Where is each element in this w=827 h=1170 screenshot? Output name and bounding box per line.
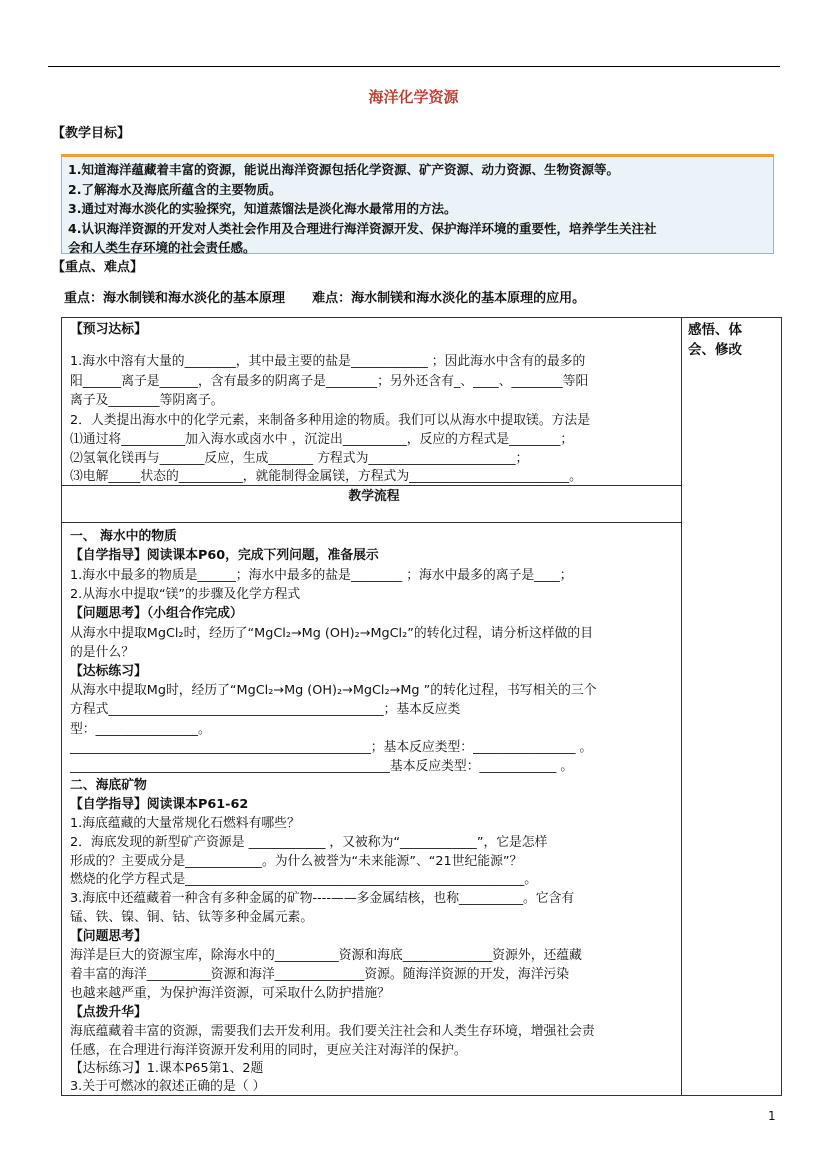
body-line: 1.海水中最多的物质是______；海水中最多的盐是________ ；海水中最多的离子是____； <box>70 568 573 583</box>
body-line: 1.海底蕴藏的大量常规化石燃料有哪些？ <box>70 816 300 831</box>
body-line: 2.从海水中提取“镁”的步骤及化学方程式 <box>70 587 301 602</box>
goal-item: 4.认识海洋资源的开发对人类社会作用及合理进行海洋资源开发、保护海洋环境的重要性，培养学生关注社 <box>68 220 657 236</box>
preview-heading: 【预习达标】 <box>70 322 147 337</box>
goal-item: 2.了解海水及海底所蕴含的主要物质。 <box>68 181 282 197</box>
body-line: 从海水中提取Mg时，经历了“MgCl₂→Mg (OH)₂→MgCl₂→Mg ”的转化过程，书写相关的三个 <box>70 683 597 698</box>
preview-line: 阳______离子是______，含有最多的阴离子是________；另外还含有_、____、________等阳 <box>70 374 589 389</box>
body-line: 3.海底中还蕴藏着一种含有多种金属的矿物----——多金属结核，也称__________。它含有 <box>70 891 575 906</box>
body-line: 【达标练习】 <box>70 664 147 679</box>
section-heading-keypoints: 【重点、难点】 <box>52 260 144 275</box>
section-heading-goals: 【教学目标】 <box>52 126 131 141</box>
flow-title: 教学流程 <box>348 489 400 504</box>
preview-line: 1.海水中溶有大量的________，其中最主要的盐是____________ ；因此海水中含有的最多的 <box>70 354 586 369</box>
goal-item: 会和人类生存环境的社会责任感。 <box>68 240 256 255</box>
lesson-table <box>61 317 782 1096</box>
keypoints-text: 重点：海水制镁和海水淡化的基本原理 难点：海水制镁和海水淡化的基本原理的应用。 <box>64 291 586 306</box>
teaching-goals-box <box>61 154 774 254</box>
header-rule <box>48 66 780 67</box>
page-title: 海洋化学资源 <box>368 88 459 106</box>
preview-line: ⑵氢氧化镁再与_______反应，生成_______ 方程式为_______________________； <box>70 451 529 466</box>
body-line: 从海水中提取MgCl₂时，经历了“MgCl₂→Mg (OH)₂→MgCl₂”的转化过程，请分析这样做的目 <box>70 626 594 641</box>
body-line: 【自学指导】阅读课本P60，完成下列问题，准备展示 <box>70 548 379 563</box>
body-line: 海底蕴藏着丰富的资源，需要我们去开发利用。我们要关注社会和人类生存环境，增强社会责 <box>70 1024 595 1039</box>
preview-line: 离子及________等阴离子。 <box>70 393 224 408</box>
body-line: 形成的？主要成分是____________。为什么被誉为“未来能源”、“21世纪能源”？ <box>70 854 523 869</box>
body-line: 【点拨升华】 <box>70 1005 147 1020</box>
preview-line: ⑶电解_____状态的__________，就能制得金属镁，方程式为_________________________。 <box>70 469 582 484</box>
body-line: 的是什么？ <box>70 645 134 660</box>
body-line: 海洋是巨大的资源宝库，除海水中的__________资源和海底______________资源外，还蕴藏 <box>70 948 582 963</box>
reflection-column-label: 感悟、体 会、修改 <box>688 322 742 358</box>
body-line: 锰、铁、镍、铜、钴、钛等多种金属元素。 <box>70 910 314 925</box>
body-line: 也越来越严重，为保护海洋资源，可采取什么防护措施？ <box>70 986 390 1001</box>
body-line: 型：________________。 <box>70 722 211 737</box>
body-line: 一、 海水中的物质 <box>70 529 177 544</box>
goal-item: 3.通过对海水淡化的实验探究，知道蒸馏法是淡化海水最常用的方法。 <box>68 201 457 216</box>
body-line: _______________________________________________；基本反应类型：________________ 。 <box>70 740 593 755</box>
body-line: 二、海底矿物 <box>70 778 147 793</box>
preview-line: ⑴通过将__________加入海水或卤水中 ，沉淀出__________，反应的方程式是________； <box>70 432 574 447</box>
body-line: 【达标练习】1.课本P65第1、2题 <box>70 1061 264 1076</box>
body-line: 燃烧的化学方程式是_____________________________________________________。 <box>70 872 538 887</box>
column-divider <box>681 318 682 1095</box>
goal-item: 1.知道海洋蕴藏着丰富的资源，能说出海洋资源包括化学资源、矿产资源、动力资源、生物资源等。 <box>68 162 619 177</box>
body-line: 【问题思考】（小组合作完成） <box>70 606 243 621</box>
body-line: 【自学指导】阅读课本P61-62 <box>70 797 249 812</box>
body-line: 3.关于可燃冰的叙述正确的是（ ） <box>70 1079 266 1094</box>
body-line: 2．海底发现的新型矿产资源是 ____________ ，又被称为“____________”，它是怎样 <box>70 835 548 850</box>
preview-line: 2．人类提出海水中的化学元素，来制备多种用途的物质。我们可以从海水中提取镁。方法是 <box>70 413 591 428</box>
page-number: 1 <box>768 1109 776 1123</box>
body-line: 任感，在合理进行海洋资源开发利用的同时，更应关注对海洋的保护。 <box>70 1043 467 1058</box>
body-line: 着丰富的海洋__________资源和海洋______________资源。随海洋资源的开发，海洋污染 <box>70 967 570 982</box>
body-line: 【问题思考】 <box>70 929 147 944</box>
body-line: __________________________________________________基本反应类型：____________ 。 <box>70 759 574 774</box>
row-divider <box>62 522 681 523</box>
body-line: 方程式___________________________________________；基本反应类 <box>70 702 461 717</box>
